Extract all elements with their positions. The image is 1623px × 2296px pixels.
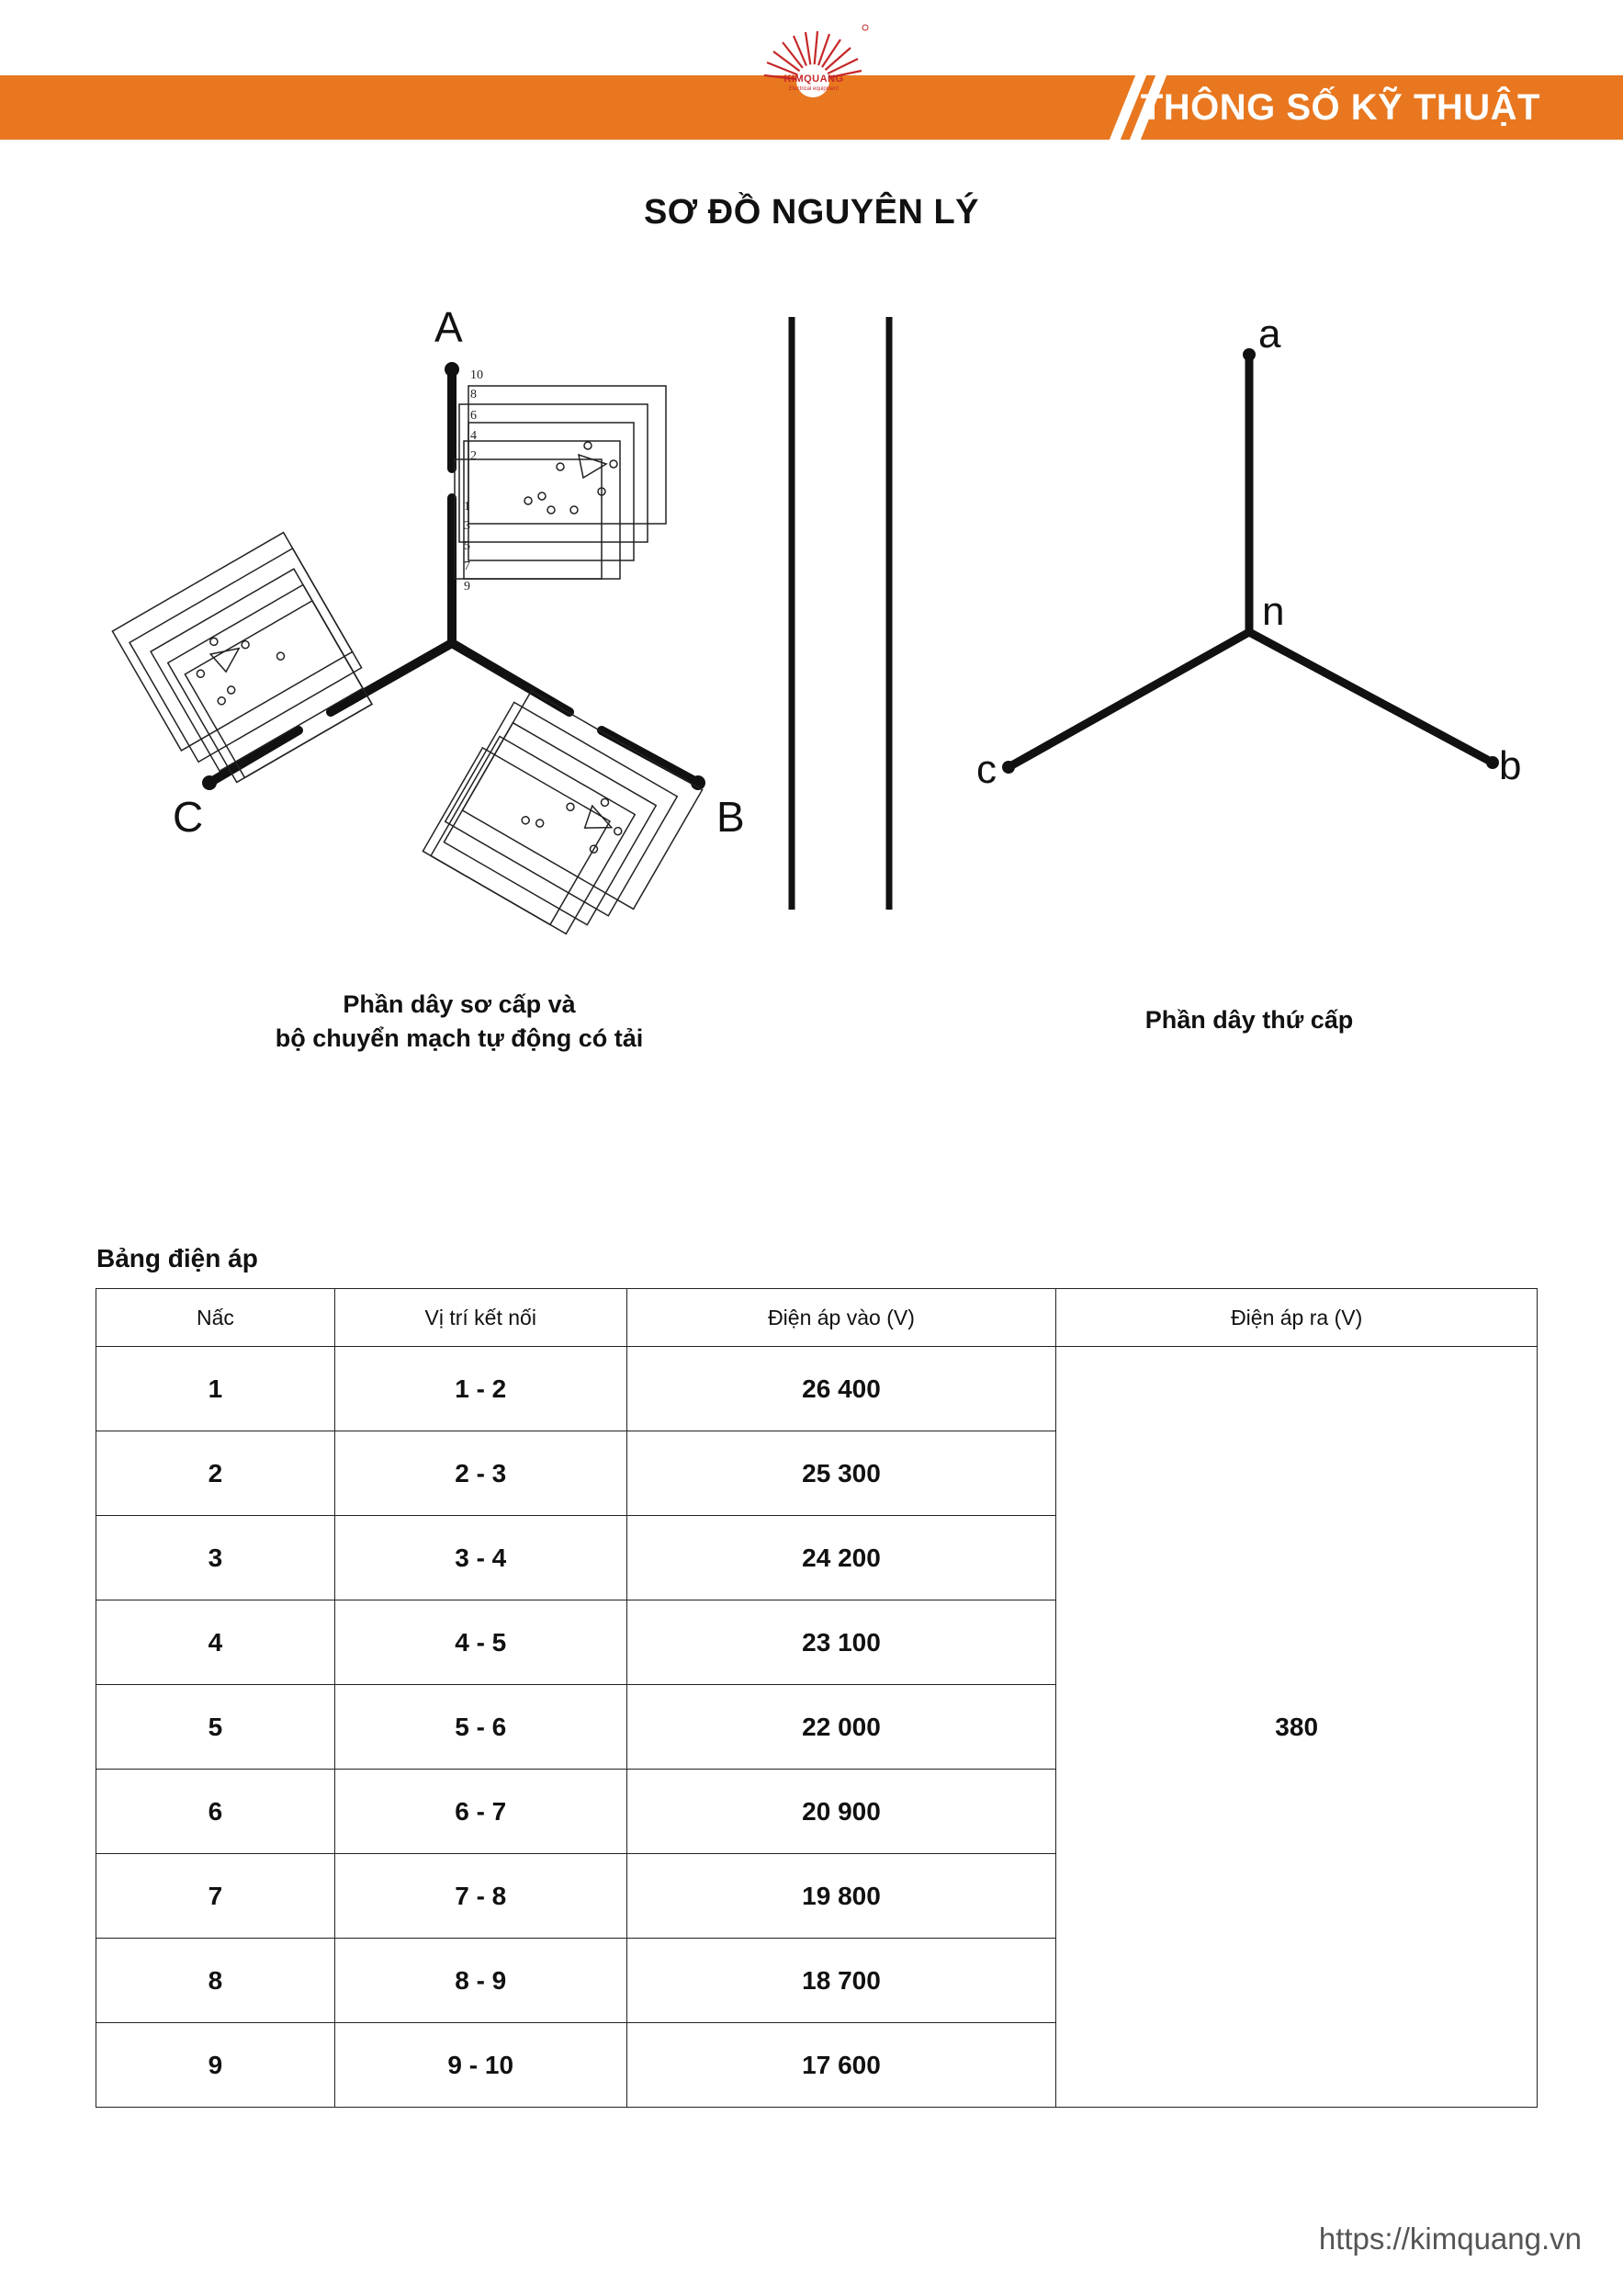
tap-label: 4 bbox=[470, 429, 477, 443]
input-voltage-cell: 19 800 bbox=[626, 1854, 1056, 1939]
input-voltage-cell: 17 600 bbox=[626, 2023, 1056, 2108]
terminal-label-c: c bbox=[976, 747, 997, 792]
tap-label: 6 bbox=[470, 409, 477, 423]
terminal-label-a: a bbox=[1258, 311, 1281, 356]
input-voltage-cell: 26 400 bbox=[626, 1347, 1056, 1431]
terminal-label-B: B bbox=[716, 793, 745, 841]
position-cell: 3 - 4 bbox=[334, 1516, 626, 1600]
position-cell: 8 - 9 bbox=[334, 1939, 626, 2023]
input-voltage-cell: 22 000 bbox=[626, 1685, 1056, 1770]
terminal-a-dot bbox=[1243, 348, 1256, 361]
input-voltage-cell: 23 100 bbox=[626, 1600, 1056, 1685]
secondary-winding-star bbox=[1009, 356, 1493, 767]
tap-changer-B bbox=[423, 684, 702, 957]
column-header: Điện áp ra (V) bbox=[1056, 1289, 1538, 1347]
terminal-b-dot bbox=[1486, 756, 1499, 769]
table-title: Bảng điện áp bbox=[96, 1244, 258, 1272]
input-voltage-cell: 24 200 bbox=[626, 1516, 1056, 1600]
input-voltage-cell: 20 900 bbox=[626, 1770, 1056, 1854]
tap-cell: 1 bbox=[96, 1347, 335, 1431]
tap-label: 5 bbox=[464, 539, 470, 553]
column-header: Nấc bbox=[96, 1289, 335, 1347]
tap-cell: 8 bbox=[96, 1939, 335, 2023]
page-title: SƠ ĐỒ NGUYÊN LÝ bbox=[643, 193, 980, 232]
tap-label: 3 bbox=[464, 519, 470, 533]
terminal-C-dot bbox=[202, 775, 217, 790]
tap-cell: 3 bbox=[96, 1516, 335, 1600]
position-cell: 1 - 2 bbox=[334, 1347, 626, 1431]
position-cell: 6 - 7 bbox=[334, 1770, 626, 1854]
column-header: Điện áp vào (V) bbox=[626, 1289, 1056, 1347]
primary-caption bbox=[220, 988, 698, 1056]
footer-website-link[interactable]: https://kimquang.vn bbox=[1318, 2222, 1582, 2256]
tap-cell: 6 bbox=[96, 1770, 335, 1854]
secondary-caption: Phần dây thứ cấp bbox=[1144, 1006, 1354, 1034]
terminal-label-n: n bbox=[1262, 589, 1285, 634]
tap-cell: 4 bbox=[96, 1600, 335, 1685]
tap-cell: 9 bbox=[96, 2023, 335, 2108]
position-cell: 2 - 3 bbox=[334, 1431, 626, 1516]
tap-label: 8 bbox=[470, 388, 477, 402]
tap-label: 10 bbox=[470, 368, 483, 382]
tap-label: 1 bbox=[464, 500, 470, 514]
logo-wordmark: KIMQUANG bbox=[783, 74, 844, 85]
tap-changer-A bbox=[455, 386, 666, 579]
tap-label: 9 bbox=[464, 580, 470, 594]
output-voltage-cell: 380 bbox=[1056, 1347, 1538, 2108]
tap-cell: 2 bbox=[96, 1431, 335, 1516]
tap-label: 2 bbox=[470, 449, 477, 463]
terminal-c-dot bbox=[1002, 761, 1015, 774]
tap-cell: 5 bbox=[96, 1685, 335, 1770]
table-header-row bbox=[96, 1289, 1538, 1347]
terminal-A-dot bbox=[445, 362, 459, 377]
terminal-label-b: b bbox=[1499, 743, 1522, 788]
input-voltage-cell: 25 300 bbox=[626, 1431, 1056, 1516]
terminal-label-C: C bbox=[173, 793, 204, 841]
position-cell: 9 - 10 bbox=[334, 2023, 626, 2108]
position-cell: 7 - 8 bbox=[334, 1854, 626, 1939]
tap-label: 7 bbox=[464, 560, 470, 573]
schematic-diagram bbox=[0, 0, 1623, 1011]
input-voltage-cell: 18 700 bbox=[626, 1939, 1056, 2023]
voltage-table bbox=[96, 1288, 1538, 2108]
table-row bbox=[96, 1347, 1538, 1431]
tap-cell: 7 bbox=[96, 1854, 335, 1939]
column-header: Vị trí kết nối bbox=[334, 1289, 626, 1347]
primary-caption-line2: bộ chuyển mạch tự động có tải bbox=[275, 1024, 644, 1052]
header-title: THÔNG SỐ KỸ THUẬT bbox=[1140, 87, 1540, 128]
terminal-label-A: A bbox=[434, 303, 463, 351]
primary-winding-star bbox=[209, 375, 698, 783]
position-cell: 4 - 5 bbox=[334, 1600, 626, 1685]
logo-subtitle: Electrical equipment bbox=[788, 86, 840, 92]
primary-caption-line1: Phần dây sơ cấp và bbox=[343, 990, 576, 1018]
position-cell: 5 - 6 bbox=[334, 1685, 626, 1770]
